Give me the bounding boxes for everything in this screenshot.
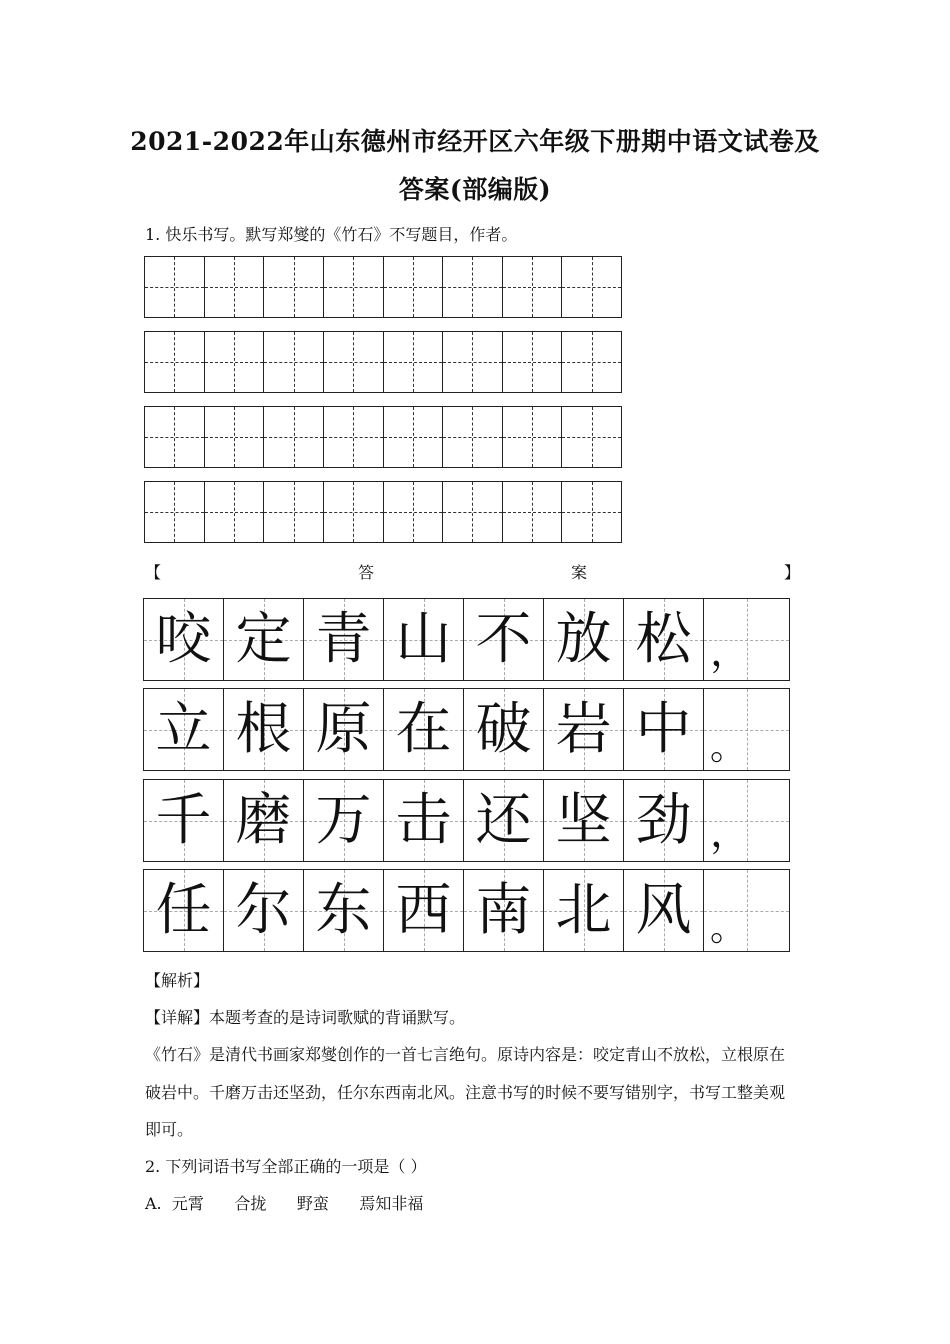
- title-line-2: 答案(部编版): [398, 175, 552, 204]
- paragraph-line-3: 即可。: [145, 1120, 194, 1139]
- writing-grid-row-3[interactable]: [144, 406, 622, 468]
- answer-grid-row-4: 任 尔 东 西 南 北 风 。: [143, 869, 790, 952]
- question-1-text: 1. 快乐书写。默写郑燮的《竹石》不写题目，作者。: [145, 225, 518, 244]
- answer-label: 【 答 案 】: [145, 563, 800, 582]
- paragraph-line-1: 《竹石》是清代书画家郑燮创作的一首七言绝句。原诗内容是：咬定青山不放松，立根原在: [145, 1045, 786, 1064]
- answer-grid-row-2: 立 根 原 在 破 岩 中 。: [143, 688, 790, 771]
- writing-grid-row-2[interactable]: [144, 331, 622, 393]
- question-2-option-a[interactable]: A. 元霄 合拢 野蛮 焉知非福: [145, 1194, 424, 1213]
- answer-grid-row-3: 千 磨 万 击 还 坚 劲 ，: [143, 779, 790, 862]
- paragraph-line-2: 破岩中。千磨万击还坚劲，任尔东西南北风。注意书写的时候不要写错别字，书写工整美观: [145, 1083, 786, 1102]
- question-2-text: 2. 下列词语书写全部正确的一项是（ ）: [145, 1157, 427, 1176]
- analysis-label: 【解析】: [145, 971, 210, 990]
- writing-grid-row-1[interactable]: [144, 256, 622, 318]
- title-line-1: 2021-2022年山东德州市经开区六年级下册期中语文试卷及: [130, 127, 820, 156]
- answer-grid-row-1: 咬 定 青 山 不 放 松 ，: [143, 598, 790, 681]
- writing-grid-row-4[interactable]: [144, 481, 622, 543]
- detail-text: 【详解】本题考查的是诗词歌赋的背诵默写。: [145, 1008, 466, 1027]
